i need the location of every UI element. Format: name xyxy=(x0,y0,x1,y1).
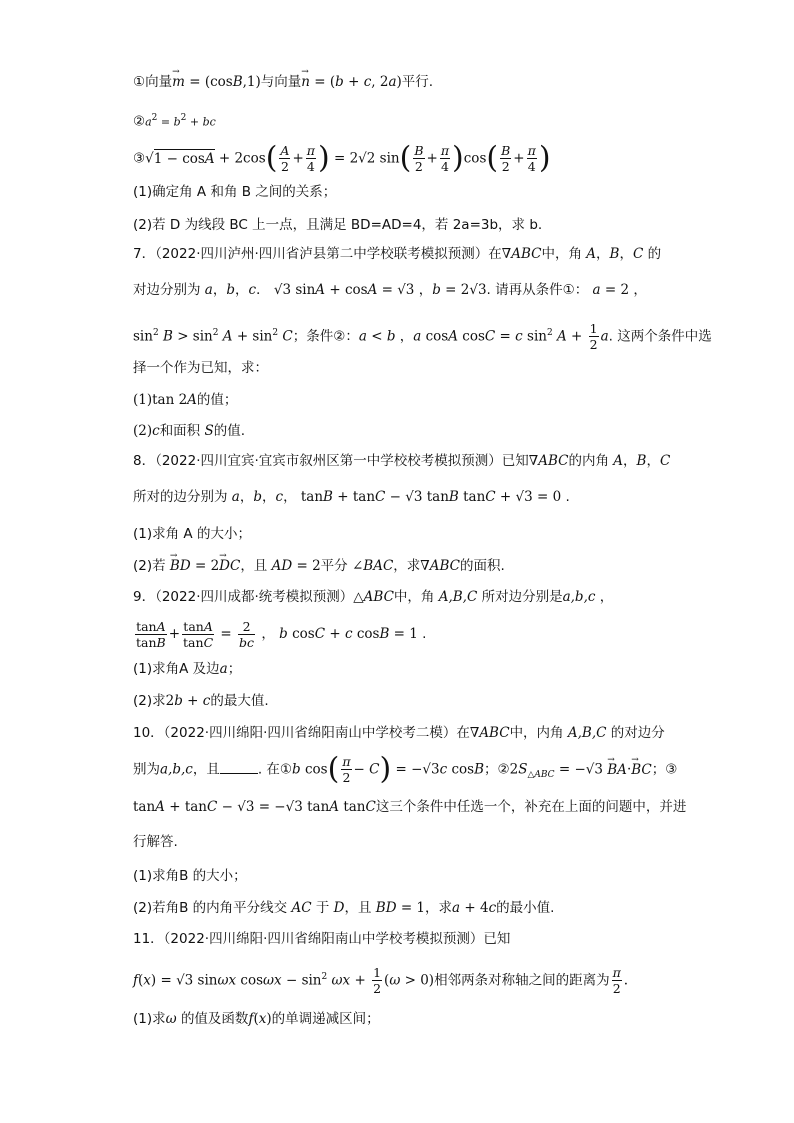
problem-8-question-1: (1)求角 A 的大小； xyxy=(133,526,251,542)
problem-9-question-1: (1)求角A 及边a； xyxy=(133,661,242,677)
problem-7-line-3: $\sin^2 B > \sin^2 A + \sin^2 C$；条件②：a < b ，a cosA cosC = c $\sin^2 A$ + $\frac{1}{2}$ a. 这两个条件中选 xyxy=(133,321,712,352)
problem-7-question-1: (1)tan 2A的值； xyxy=(133,392,238,408)
problem-10-question-2: (2)若角B 的内角平分线交 AC 于 D，且 BD = 1，求a + 4c的最小值. xyxy=(133,900,555,916)
problem-9-header: 9．（2022·四川成都·统考模拟预测）△ABC中，角 A,B,C 所对边分别是a,b,c ， xyxy=(133,589,614,605)
problem-10-line-4: 行解答. xyxy=(133,834,178,850)
problem-10-question-1: (1)求角B 的大小； xyxy=(133,868,247,884)
problem-7-question-2: (2)c和面积 S的值. xyxy=(133,423,246,439)
problem-8-question-2: (2)若 → BD = 2→ DC，且 AD = 2平分 ∠BAC，求∇ABC的面积. xyxy=(133,556,673,576)
problem-7-line-2: 对边分别为 a，b，c． √3 sinA + cosA = √3 ，b = 2√3. 请再从条件①： a = 2 ， xyxy=(133,282,647,298)
problem-7-line-4: 择一个作为已知，求： xyxy=(133,360,268,376)
problem-9-question-2: (2)求2b + c的最大值. xyxy=(133,693,269,709)
problem-11-question-1: (1)求ω 的值及函数f(x)的单调递减区间； xyxy=(133,1011,380,1027)
question-2-find-b: (2)若 D 为线段 BC 上一点，且满足 BD=AD=4，若 2a=3b，求 b. xyxy=(133,217,543,233)
problem-8-header: 8．（2022·四川宜宾·宜宾市叙州区第一中学校校考模拟预测）已知∇ABC的内角 A，B，C xyxy=(133,453,671,469)
problem-11-header: 11．（2022·四川绵阳·四川省绵阳南山中学校考模拟预测）已知 xyxy=(133,931,511,947)
condition-2-line: $②a^2 = b^2$ + bc xyxy=(133,113,216,130)
condition-1-line: ①向量→ m = (cosB,1)与向量→ n = (b + c, 2a)平行. xyxy=(133,72,673,92)
answer-blank[interactable] xyxy=(220,759,258,774)
condition-3-line: ③√1 − cosA + 2cos( $\frac{A}{2}$ + $\frac{\pi}{4}$ ) = 2√2 sin( $\frac{B}{2}$ + $\frac{\pi}{4}$ )cos( $\frac{B}{2}$ + $\frac{\pi}{4}$ ) xyxy=(133,140,551,176)
problem-8-line-2: 所对的边分别为 a，b，c， tanB + tanC − √3 tanB tanC + √3 = 0 . xyxy=(133,489,570,505)
problem-7-header: 7．（2022·四川泸州·四川省泸县第二中学校联考模拟预测）在∇ABC中，角 A，B，C 的 xyxy=(133,246,662,262)
problem-10-line-3: tanA + tanC − √3 = −√3 tanA tanC这三个条件中任选一个，补充在上面的问题中，并进 xyxy=(133,799,687,815)
problem-11-line-2: f(x) = √3 sinωx $\cos\omega x - \sin^2 \omega x$ + $\frac{1}{2}$ (ω > 0)相邻两条对称轴之间的距离为 $\frac{\pi}{2}$ . xyxy=(133,965,629,996)
problem-9-line-2: $\frac{\tan A}{\tan B}$ + $\frac{\tan A}{\tan C}$ = $\frac{2}{bc}$ ， b cosC + c cosB = 1 . xyxy=(136,618,427,650)
problem-10-line-2: 别为a,b,c，且 . 在①b cos( $\frac{\pi}{2}$ − C) = −√3c cosB；$②2S_{\triangle ABC} = -√3 \to BA\cdot\to$ BC；③ xyxy=(133,754,673,784)
problem-10-header: 10．（2022·四川绵阳·四川省绵阳南山中学校考二模）在∇ABC中，内角 A,B,C 的对边分 xyxy=(133,725,665,741)
question-1-relation: (1)确定角 A 和角 B 之间的关系； xyxy=(133,184,337,200)
